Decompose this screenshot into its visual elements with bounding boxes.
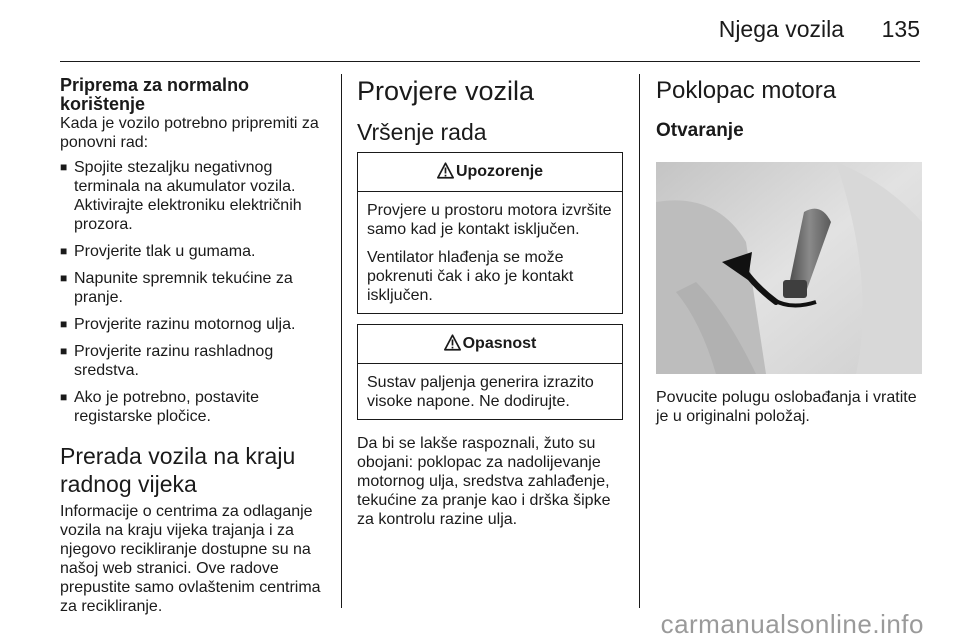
heading-vehicle-checks: Provjere vozila xyxy=(357,76,535,106)
watermark: carmanualsonline.info xyxy=(660,609,924,639)
bullet-square-icon: ■ xyxy=(60,244,68,258)
bullet-list xyxy=(60,158,326,426)
column-divider-1 xyxy=(341,74,342,608)
danger-header xyxy=(358,325,622,364)
danger-label: Opasnost xyxy=(462,335,537,352)
bonnet-release-illustration xyxy=(656,162,922,374)
column-1 xyxy=(60,76,326,616)
page-header xyxy=(60,0,920,62)
warning-text-1: Provjere u prostoru motora izvršite samo kad je kontakt isključen. xyxy=(367,202,612,238)
warning-triangle-icon xyxy=(437,162,454,179)
heading-opening: Otvaranje xyxy=(656,120,744,141)
danger-triangle-icon xyxy=(444,334,461,351)
heading-normal-use: Priprema za normalno korištenje xyxy=(60,75,250,114)
yellow-parts-text: Da bi se lakše raspoznali, žuto su obojani: poklopac za nadolijevanje motornog ulja, sredstva zahlađenje, tekućine za pranje kao i drška šipke za kontrolu razine ulja. xyxy=(357,435,611,528)
bullet-square-icon: ■ xyxy=(60,390,68,404)
danger-box xyxy=(357,324,623,420)
list-item: ■ Napunite spremnik tekućine za pranje. xyxy=(60,270,293,306)
recycling-text: Informacije o centrima za odlaganje vozila na kraju vijeka trajanja i za njegovo recikliranje dostupne su na našoj web stranici. Ove radove prepustite samo ovlaštenim centrima za recikliranje. xyxy=(60,503,321,615)
danger-text: Sustav paljenja generira izrazito visoke napone. Ne dodirujte. xyxy=(367,374,594,410)
heading-performing-work: Vršenje rada xyxy=(357,119,487,145)
list-item: ■ Ako je potrebno, postavite registarske pločice. xyxy=(60,389,260,425)
bullet-square-icon: ■ xyxy=(60,271,68,285)
intro-text: Kada je vozilo potrebno pripremiti za ponovni rad: xyxy=(60,115,319,151)
page-number: 135 xyxy=(881,16,920,42)
warning-label: Upozorenje xyxy=(455,163,544,180)
warning-text-2: Ventilator hlađenja se može pokrenuti čak i ako je kontakt isključen. xyxy=(367,249,574,304)
bullet-square-icon: ■ xyxy=(60,160,68,174)
bullet-square-icon: ■ xyxy=(60,344,68,358)
warning-box xyxy=(357,152,623,314)
column-2 xyxy=(357,76,623,529)
bullet-square-icon: ■ xyxy=(60,317,68,331)
bonnet-release-lever-icon xyxy=(656,162,922,374)
column-divider-2 xyxy=(639,74,640,608)
column-3 xyxy=(656,76,922,426)
header-rule xyxy=(60,61,920,62)
warning-header xyxy=(358,153,622,192)
list-item: ■ Provjerite razinu motornog ulja. xyxy=(60,316,296,333)
list-item: ■ Spojite stezaljku negativnog terminala na akumulator vozila. Aktivirajte elektroniku električnih prozora. xyxy=(60,159,302,233)
list-item: ■ Provjerite tlak u gumama. xyxy=(60,243,256,260)
section-title: Njega vozila xyxy=(718,16,844,42)
list-item: ■ Provjerite razinu rashladnog sredstva. xyxy=(60,343,274,379)
heading-bonnet: Poklopac motora xyxy=(656,77,837,104)
figure-caption: Povucite polugu oslobađanja i vratite je u originalni položaj. xyxy=(656,389,917,425)
heading-end-of-life: Prerada vozila na kraju radnog vijeka xyxy=(60,443,296,497)
